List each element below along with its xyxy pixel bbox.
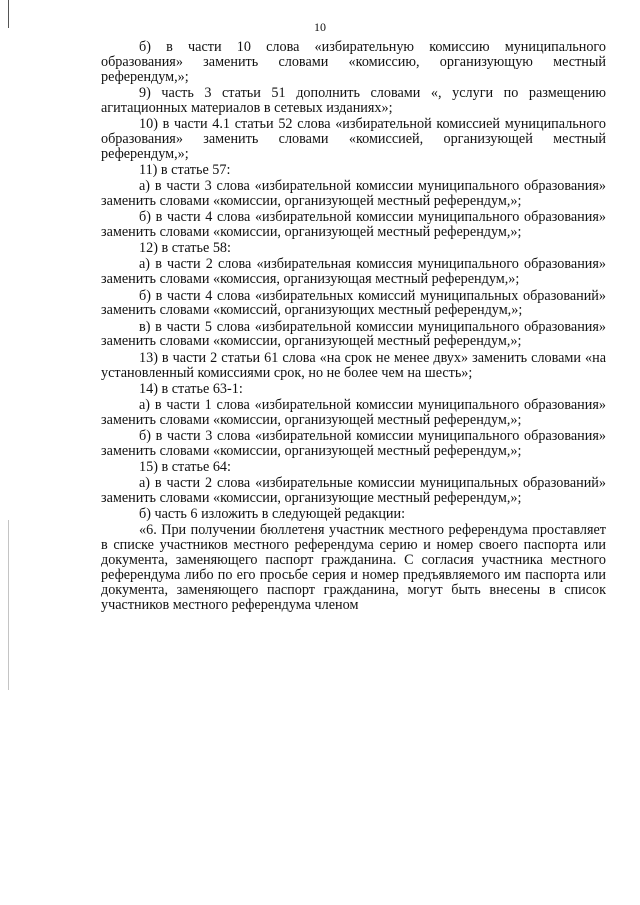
paragraph: б) часть 6 изложить в следующей редакции: [139,506,406,523]
document-body [101,40,606,614]
paragraph: 11) в статье 57: [139,162,231,178]
paragraph: а) в части 2 слова «избирательная комиссия муниципального образования» заменить словами «комиссия, организующая местный референдум,»; [101,256,606,288]
paragraph: 12) в статье 58: [139,240,231,257]
page-number: 10 [314,20,326,34]
paragraph: а) в части 3 слова «избирательной комиссии муниципального образования» заменить словами «комиссии, организующей местный референдум,»; [101,178,606,210]
paragraph: а) в части 1 слова «избирательной комиссии муниципального образования» заменить словами «комиссии, организующей местный референдум,»; [101,396,606,428]
paragraph: 9) часть 3 статьи 51 дополнить словами «, услуги по размещению агитационных материалов в сетевых изданиях»; [101,84,606,116]
paragraph: б) в части 3 слова «избирательной комиссии муниципального образования» заменить словами «комиссии, организующей местный референдум,»; [101,427,606,459]
paragraph: в) в части 5 слова «избирательной комиссии муниципального образования» заменить словами «комиссии, организующей местный референдум,»; [101,318,606,350]
paragraph: б) в части 4 слова «избирательных комиссий муниципальных образований» заменить словами «комиссий, организующих местный референдум,»; [101,287,606,319]
paragraph: 10) в части 4.1 статьи 52 слова «избирательной комиссией муниципального образования» заменить словами «комиссией, организующей местный референдум,»; [101,116,606,162]
paragraph: б) в части 4 слова «избирательной комиссии муниципального образования» заменить словами «комиссии, организующей местный референдум,»; [101,209,606,241]
paragraph: 13) в части 2 статьи 61 слова «на срок не менее двух» заменить словами «на установленный комиссиями срок, но не более чем на шесть»; [101,349,606,381]
paragraph: «6. При получении бюллетеня участник местного референдума проставляет в списке участников местного референдума серию и номер своего паспорта или документа, заменяющего паспорт гражданина. С согласия участника местного референдума либо по его просьбе серия и номер предъявляемого им паспорта или документа, заменяющего паспорт гражданина, могут быть внесены в список участников местного референдума членом [101,522,606,613]
paragraph: б) в части 10 слова «избирательную комиссию муниципального образования» заменить словами «комиссию, организующую местный референдум,»; [101,39,606,85]
paragraph: 14) в статье 63-1: [139,380,243,397]
paragraph: 15) в статье 64: [139,458,231,475]
paragraph: а) в части 2 слова «избирательные комиссии муниципальных образований» заменить словами «комиссии, организующие местный референдум,»; [101,475,606,507]
scan-margin-mark [8,520,9,690]
